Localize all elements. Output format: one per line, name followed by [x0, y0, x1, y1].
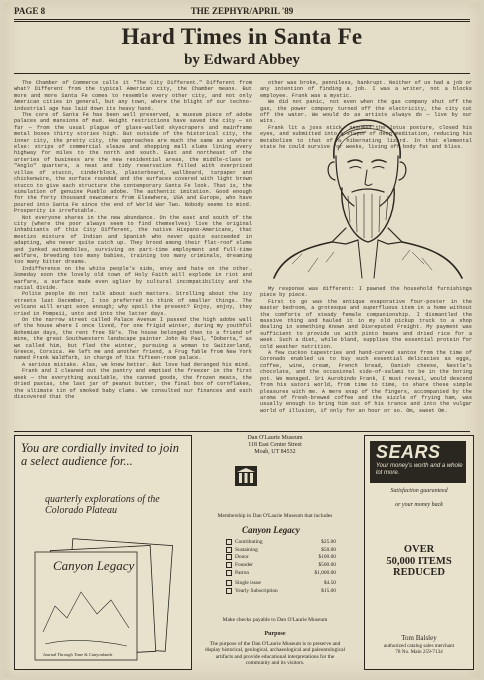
mag-title: Canyon Legacy — [53, 558, 135, 573]
header-rule — [14, 19, 470, 20]
money-back-text: or your money back — [395, 502, 443, 508]
tier-amount: $25.00 — [321, 539, 336, 545]
paragraph: Not everyone shares in the new abundance. On the east and south of the city (where the poor always seem to find themselves) live the original inhabitants of this City Different, the native Hispano-Americans, that mestizo mixture of Indian and Spanish who never quite succeeded in adapting, who never quite catch up. They brood among their flat-roof slums and junked automobiles, surviving on part-time employment and full-time welfare, breeding too many babies, training too many criminals, dreaming too many bitter dreams. — [14, 214, 252, 266]
tier-amount: $100.00 — [318, 554, 336, 561]
paragraph: The core of Santa Fe has been well preserved, a museum piece of adobe palaces and mansions of mud. Height restrictions have saved the city — so far — from the usual plague of glass-walled skyscrapers and mainframe metal boxes thirty stories high. But outside of the historical city, the inner city, the pretty city, the approaches are much the same as anywhere else: strips of commercial sleaze and shopping mall slums lining every highway for miles to the north and south. East and northeast of the arteries of business are the new residential areas, the middle-class or "Anglo" quarters, a neat and tidy reservation filled with overpriced villas of stucco, cinderblock, plasterboard, wallboard, tarpaper and chickenwire, the surface rounded and the surfaces covered with light brown stucco to give each structure the contemporary Santa Fe look. That is, the simulation of genuine Pueblo adobe. The authentic imitation. Good enough for the forty thousand newcomers from Elsewhere, USA and Europe, who have poured into Santa Fe since the end of World War Two. Nobody seems to mind. Prosperity is irrefutable. — [14, 112, 252, 215]
article-byline: by Edward Abbey — [184, 52, 300, 68]
paragraph: The Chamber of Commerce calls it "The City Different." Different from what? Different from the typical American city, the Chamber means. But more and more Santa Fe comes to resemble every other city, and not only American cities in general, but any town, where the blight of our techno-industrial age has laid down its heavy hand. — [14, 80, 252, 112]
tier-label: Patron — [235, 569, 250, 576]
masthead-date: THE ZEPHYR/APRIL '89 — [190, 6, 294, 16]
tier-amount: $1,000.00 — [314, 569, 336, 576]
tier-label: Single issue — [235, 580, 261, 587]
article-title: Hard Times in Santa Fe — [121, 24, 363, 49]
purpose-text: The purpose of the Dan O'Laurie Museum is to preserve and display historical, geological, archaeological and paleontological artifacts and provide educational interpretations for the community and its visitors. — [205, 641, 345, 667]
page-header — [14, 6, 470, 18]
paragraph: A few cuckoo tapestries and hand-carved santos from the time of Coronado enabled us to buy such essential delicacies as eggs, coffee, wine, cream, French bread, Danish cheese, Nestle's chocolate, and the occasional side-of-salami to be in the boring pot. We managed. Sri Aurobindo Frank, I must reveal, would descend from his satori world, from time to time, to share these simple pleasures with me. A mere snap of the fingers, accompanied by the aroma of fresh-brewed coffee and the sizzle of frying ham, was usually enough to bring him out of his trance and into the vulgar world of illusion, if only for an hour or so. Om, sweet Om. — [260, 350, 472, 414]
tier-row — [226, 580, 336, 588]
paragraph: My response was different: I pawned the household furnishings piece by piece. — [260, 286, 472, 299]
museum-name: Dan O'Laurie Museum — [247, 435, 303, 441]
sears-slogan: Your money's worth and a whole lot more. — [376, 463, 463, 476]
paragraph: A serious mistake. Alas, we knew better. But love had deranged his mind. — [22, 361, 251, 368]
explorations-text: quarterly explorations of the Colorado Plateau — [45, 494, 160, 516]
membership-tiers — [226, 539, 336, 595]
checkbox-icon — [226, 562, 232, 568]
checkbox-icon — [226, 570, 232, 576]
article-column-1 — [14, 80, 252, 430]
checkbox-icon — [226, 539, 232, 545]
title-rule — [14, 73, 470, 74]
checkbox-icon — [226, 588, 232, 594]
mag-subtitle: Journal Through Time & Canyonlands — [43, 652, 113, 657]
canyon-legacy-ad — [14, 435, 192, 670]
sales-agent-details — [365, 643, 473, 655]
magazine-covers-illustration — [29, 540, 177, 662]
paragraph: other was broke, penniless, bankrupt. Neither of us had a job or any intention of finding a job. I was a writer, not a blocks employee. Frank was a mystic. — [260, 80, 472, 99]
museum-membership-ad — [194, 435, 356, 668]
paragraph: Frank and I cleaned out the pantry and emptied the freezer in the first week — the everything available, the canned goods, the frozen meats, the dried pastas, the last jar of peanut butter, the final box of cornflakes, the ultimate tin of smoked baby clams. We consulted our finances and each discovered that the — [14, 368, 252, 400]
invitation-text: You are cordially invited to join a select audience for... — [21, 441, 179, 468]
tier-row — [226, 588, 336, 596]
ads-divider-rule — [14, 431, 470, 432]
tier-amount: $500.00 — [318, 561, 336, 568]
museum-logo-icon — [234, 465, 258, 487]
museum-address — [194, 435, 356, 456]
article-column-2-bottom — [260, 286, 472, 430]
checkbox-icon — [226, 554, 232, 560]
checkbox-icon — [226, 580, 232, 586]
membership-note: Membership in Dan O'Laurie Museum that includes — [217, 513, 333, 519]
tier-amount: $4.50 — [323, 580, 336, 587]
satisfaction-text: Satisfaction guaranteed — [390, 488, 448, 494]
tier-row — [226, 562, 336, 570]
author-portrait-illustration — [262, 92, 470, 278]
checkbox-icon — [226, 547, 232, 553]
museum-street: 118 East Center Street — [248, 442, 302, 448]
paragraph: Indifference on the white people's side, envy and hate on the other. Someday soon the lovely old town of Holy Faith will explode in riot and warfare, a surface made even uglier by cultural incompatibility and the racial divide. — [14, 265, 252, 291]
sales-agent-name: Tom Balsley — [401, 634, 437, 642]
paragraph: First to go was the antique evaporative four-poster in the master bedroom, a grotesque and superfluous item in a home without the comforts of steady female companionship. I dismantled the massive thing and hauled it in my old pickup truck to a shop dealing in something Known and Disreputed Freight. My payment was sufficient to provide us with pinto beans and dried rice for a week. Such a diet, while bland, supplies the essential protein for cold weather nutrition. — [260, 298, 472, 350]
sears-brand: SEARS — [376, 442, 441, 462]
sales-agent-address: 78 No. Main 259-7134 — [395, 649, 443, 656]
tier-amount: $15.00 — [321, 587, 336, 594]
sales-agent-title: authorized catalog sales merchant — [383, 643, 455, 649]
tier-row — [226, 570, 336, 578]
page-number: PAGE 8 — [14, 6, 46, 16]
canyon-legacy-label: Canyon Legacy — [242, 525, 300, 535]
tier-row — [226, 554, 336, 562]
purpose-heading: Purpose — [264, 631, 286, 637]
checks-payable-note: Make checks payable to Dan O'Laurie Museum — [222, 617, 328, 623]
paragraph: We did not panic, not even when the gas company shut off the gas, the power company turned off the electricity, the city cut off the water. We would do as artists always do — live by our wits. — [260, 99, 472, 125]
header-rule-2 — [14, 21, 470, 22]
tier-label: Donor — [235, 554, 249, 561]
tier-label: Yearly Subscription — [235, 588, 278, 595]
paragraph: Polite people do not talk about such matters. Strolling about the icy streets last December, I too preferred to think of smaller things. The volcano will erupt soon enough; why spoil the present? Enjoy, enjoy, they cried in Pompeii, unto and into the latter days. — [14, 291, 252, 317]
paragraph: Frank lit a joss stick, assumed the lotus posture, closed his eyes, and submitted into a stupor of deep meditation, reducing his metabolism to that of a hibernating lizard. In that elemental state he could survive for weeks, living off body fat and bliss. — [260, 124, 472, 151]
museum-city: Moab, UT 84532 — [254, 449, 296, 455]
newspaper-page — [4, 2, 480, 678]
tier-label: Founder — [235, 562, 253, 569]
tier-row — [226, 539, 336, 547]
tier-amount: $50.00 — [321, 546, 336, 553]
sears-ad — [364, 435, 474, 670]
paragraph: On the narrow street called Palace Avenue I passed the high adobe wall of the house where I once lived, for one frigid winter, during my youthful Bohemian days, the rent free 50's. The house belonged then to a friend of mine, the great Southwestern landscape painter John Ru Paul, "Doberta," as we called him, but fled the winter, pursuing a woman to Switzerland, Greece, Corsica. He left me and another friend, a Frug fable from New York named Frank Waldfarb, in charge of his fifteen-room palace. — [14, 317, 252, 362]
tier-label: Contributing — [235, 539, 263, 546]
tier-label: Sustaining — [235, 546, 258, 553]
sears-logo-block — [370, 441, 466, 483]
items-reduced-offer: OVER 50,000 ITEMS REDUCED — [386, 544, 452, 578]
